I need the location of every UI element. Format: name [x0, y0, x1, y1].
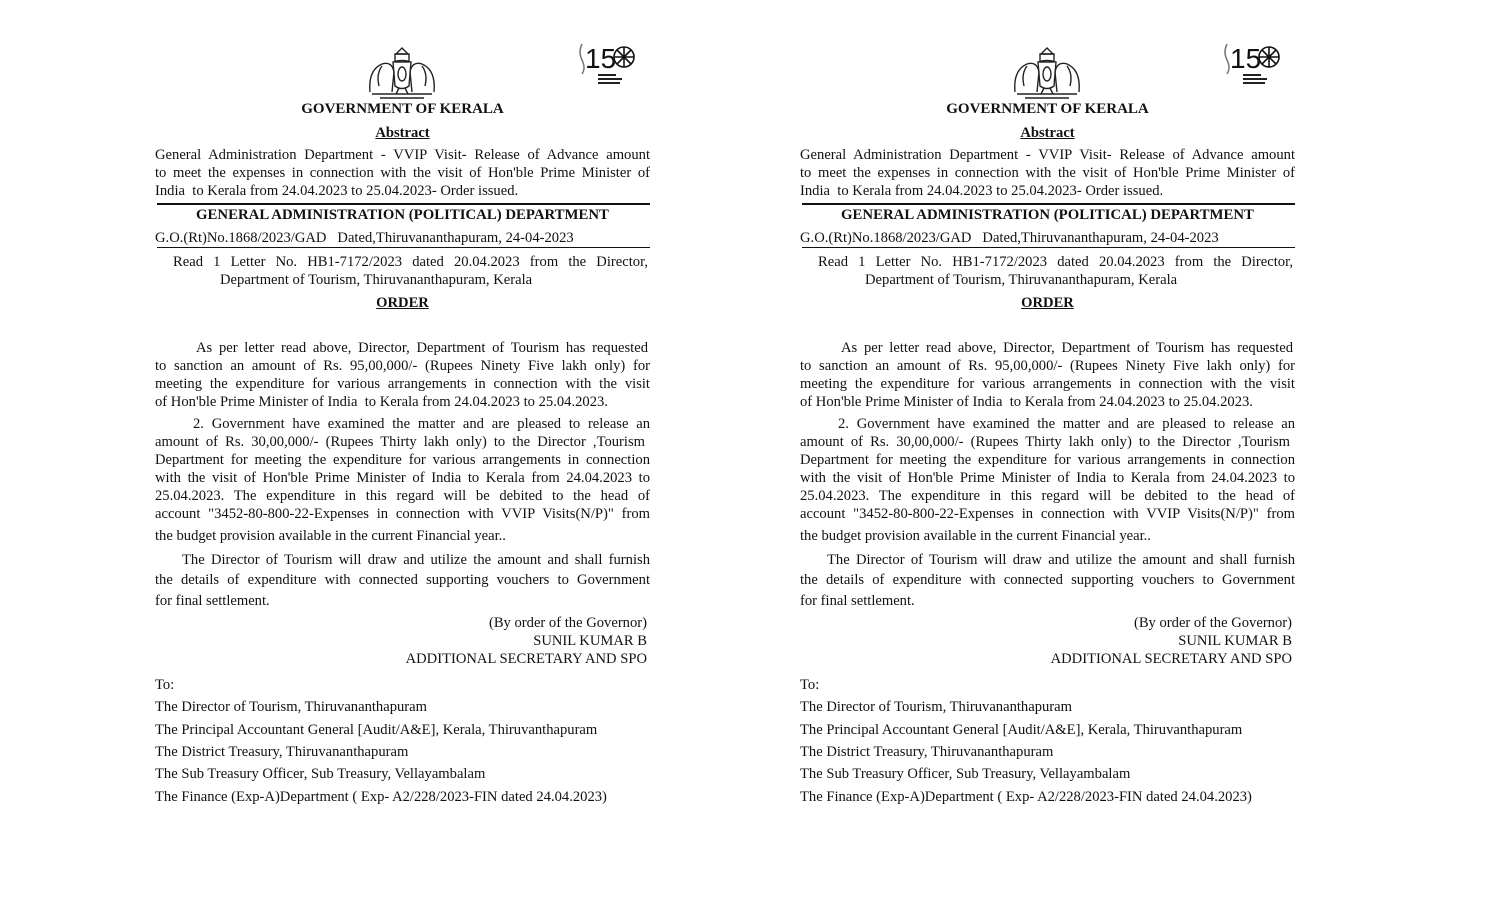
recipient-item: The Sub Treasury Officer, Sub Treasury, Vellayambalam [800, 766, 1131, 782]
abstract-line: General Administration Department - VVIP Visit- Release of Advance amount [155, 147, 650, 163]
paragraph-2-line: amount of Rs. 30,00,000/- (Rupees Thirty lakh only) to the Director ,Tourism [800, 434, 1290, 450]
kerala-emblem-icon [1011, 44, 1083, 102]
order-label: ORDER [1021, 295, 1074, 311]
by-order-text: (By order of the Governor) [1133, 615, 1292, 631]
paragraph-1-line: to sanction an amount of Rs. 95,00,000/- (Rupees Ninety Five lakh only) for [800, 358, 1295, 374]
recipient-item: The District Treasury, Thiruvananthapuram [155, 744, 409, 760]
abstract-label: Abstract [1020, 125, 1075, 141]
signatory-designation: ADDITIONAL SECRETARY AND SPO [1050, 651, 1292, 667]
signatory-name: SUNIL KUMAR B [1178, 633, 1292, 649]
paragraph-1-line: meeting the expenditure for various arrangements in connection with the visit [800, 376, 1295, 392]
reference-line: Department of Tourism, Thiruvananthapuram, Kerala [220, 272, 533, 288]
reference-line: Read 1 Letter No. HB1-7172/2023 dated 20.04.2023 from the Director, [173, 254, 648, 270]
svg-text:15: 15 [585, 43, 617, 74]
recipient-item: The District Treasury, Thiruvananthapuram [800, 744, 1054, 760]
recipient-item: The Finance (Exp-A)Department ( Exp- A2/228/2023-FIN dated 24.04.2023) [155, 789, 607, 805]
recipient-item: The Principal Accountant General [Audit/A&E], Kerala, Thiruvanthapuram [800, 722, 1243, 738]
paragraph-1-line: meeting the expenditure for various arrangements in connection with the visit [155, 376, 650, 392]
abstract-line: General Administration Department - VVIP Visit- Release of Advance amount [800, 147, 1295, 163]
abstract-line: to meet the expenses in connection with the visit of Hon'ble Prime Minister of [800, 165, 1295, 181]
divider [802, 203, 1295, 205]
paragraph-2-line: 25.04.2023. The expenditure in this regard will be debited to the head of [155, 488, 650, 504]
recipient-item: The Principal Accountant General [Audit/A&E], Kerala, Thiruvanthapuram [155, 722, 598, 738]
paragraph-1-line: of Hon'ble Prime Minister of India to Kerala from 24.04.2023 to 25.04.2023. [800, 394, 1253, 410]
abstract-line: India to Kerala from 24.04.2023 to 25.04.2023- Order issued. [155, 183, 519, 199]
paragraph-3-line: The Director of Tourism will draw and utilize the amount and shall furnish [182, 552, 650, 568]
order-label: ORDER [376, 295, 429, 311]
government-title: GOVERNMENT OF KERALA [301, 101, 504, 117]
paragraph-2-line: Department for meeting the expenditure for various arrangements in connection [155, 452, 650, 468]
go-number: G.O.(Rt)No.1868/2023/GAD Dated,Thiruvananthapuram, 24-04-2023 [155, 230, 574, 246]
paragraph-1-line: of Hon'ble Prime Minister of India to Kerala from 24.04.2023 to 25.04.2023. [155, 394, 608, 410]
paragraph-2-line: with the visit of Hon'ble Prime Minister of India to Kerala from 24.04.2023 to [155, 470, 650, 486]
paragraph-1-line: to sanction an amount of Rs. 95,00,000/- (Rupees Ninety Five lakh only) for [155, 358, 650, 374]
paragraph-3-line: for final settlement. [155, 593, 270, 609]
paragraph-1-line: As per letter read above, Director, Department of Tourism has requested [841, 340, 1293, 356]
paragraph-1-line: As per letter read above, Director, Department of Tourism has requested [196, 340, 648, 356]
svg-text:15: 15 [1230, 43, 1262, 74]
paragraph-2-line: 25.04.2023. The expenditure in this regard will be debited to the head of [800, 488, 1295, 504]
gandhi-150-logo-icon [1221, 40, 1283, 90]
go-number: G.O.(Rt)No.1868/2023/GAD Dated,Thiruvananthapuram, 24-04-2023 [800, 230, 1219, 246]
recipient-item: The Sub Treasury Officer, Sub Treasury, Vellayambalam [155, 766, 486, 782]
recipient-item: The Director of Tourism, Thiruvananthapuram [155, 699, 427, 715]
recipient-item: The Director of Tourism, Thiruvananthapuram [800, 699, 1072, 715]
abstract-line: to meet the expenses in connection with the visit of Hon'ble Prime Minister of [155, 165, 650, 181]
paragraph-3-line: the details of expenditure with connected supporting vouchers to Government [800, 572, 1295, 588]
gandhi-150-logo-icon [576, 40, 638, 90]
paragraph-2-line: the budget provision available in the current Financial year.. [800, 528, 1151, 544]
department-title: GENERAL ADMINISTRATION (POLITICAL) DEPARTMENT [841, 207, 1254, 223]
divider [802, 247, 1295, 248]
recipients-label: To: [155, 677, 175, 693]
paragraph-3-line: for final settlement. [800, 593, 915, 609]
abstract-label: Abstract [375, 125, 430, 141]
government-order-page [0, 0, 650, 900]
government-title: GOVERNMENT OF KERALA [946, 101, 1149, 117]
paragraph-3-line: The Director of Tourism will draw and utilize the amount and shall furnish [827, 552, 1295, 568]
reference-line: Read 1 Letter No. HB1-7172/2023 dated 20.04.2023 from the Director, [818, 254, 1293, 270]
by-order-text: (By order of the Governor) [488, 615, 647, 631]
reference-line: Department of Tourism, Thiruvananthapuram, Kerala [865, 272, 1178, 288]
divider [157, 247, 650, 248]
signatory-name: SUNIL KUMAR B [533, 633, 647, 649]
paragraph-2-line: 2. Government have examined the matter and are pleased to release an [838, 416, 1295, 432]
paragraph-2-line: amount of Rs. 30,00,000/- (Rupees Thirty lakh only) to the Director ,Tourism [155, 434, 645, 450]
signatory-designation: ADDITIONAL SECRETARY AND SPO [405, 651, 647, 667]
paragraph-3-line: the details of expenditure with connected supporting vouchers to Government [155, 572, 650, 588]
government-order-page-copy [645, 0, 1295, 900]
paragraph-2-line: account "3452-80-800-22-Expenses in connection with VVIP Visits(N/P)" from [800, 506, 1295, 522]
divider [157, 203, 650, 205]
paragraph-2-line: the budget provision available in the current Financial year.. [155, 528, 506, 544]
recipients-label: To: [800, 677, 820, 693]
paragraph-2-line: with the visit of Hon'ble Prime Minister of India to Kerala from 24.04.2023 to [800, 470, 1295, 486]
paragraph-2-line: account "3452-80-800-22-Expenses in connection with VVIP Visits(N/P)" from [155, 506, 650, 522]
kerala-emblem-icon [366, 44, 438, 102]
abstract-line: India to Kerala from 24.04.2023 to 25.04.2023- Order issued. [800, 183, 1164, 199]
paragraph-2-line: Department for meeting the expenditure for various arrangements in connection [800, 452, 1295, 468]
department-title: GENERAL ADMINISTRATION (POLITICAL) DEPARTMENT [196, 207, 609, 223]
paragraph-2-line: 2. Government have examined the matter and are pleased to release an [193, 416, 650, 432]
recipient-item: The Finance (Exp-A)Department ( Exp- A2/228/2023-FIN dated 24.04.2023) [800, 789, 1252, 805]
